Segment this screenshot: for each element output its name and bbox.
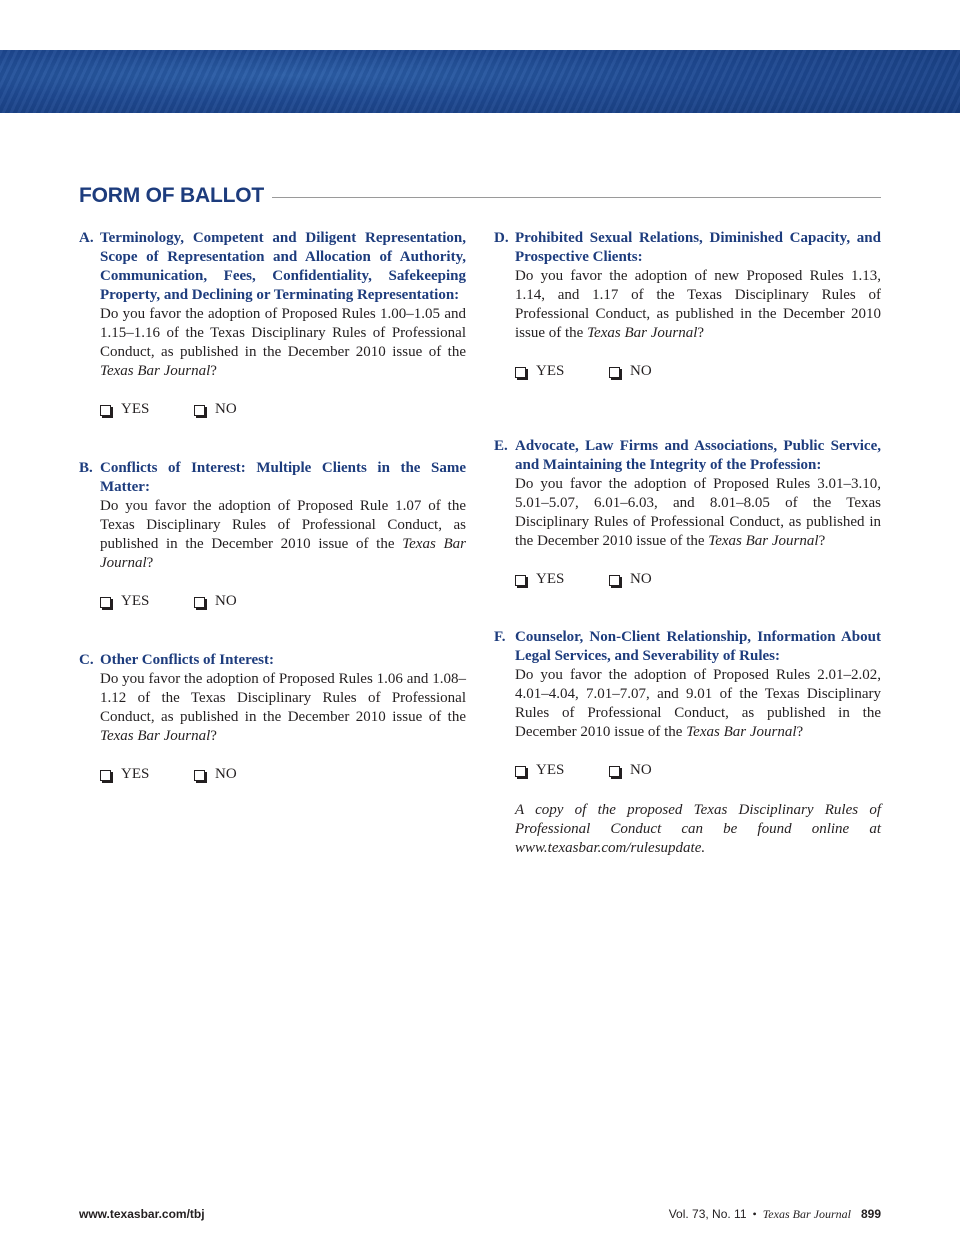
yes-label: YES: [536, 571, 565, 587]
vote-options: [515, 761, 881, 780]
no-label: NO: [215, 766, 237, 782]
vote-options: [100, 400, 466, 419]
item-title: Other Conflicts of Interest:: [100, 652, 274, 668]
item-body: [515, 475, 881, 551]
top-banner: [0, 50, 960, 113]
yes-checkbox[interactable]: [100, 400, 194, 419]
vote-options: [515, 570, 881, 589]
no-checkbox[interactable]: [609, 761, 703, 780]
page-title: FORM OF BALLOT: [79, 184, 265, 207]
yes-checkbox[interactable]: [100, 765, 194, 784]
no-label: NO: [215, 593, 237, 609]
journal-name: Texas Bar Journal: [100, 536, 466, 571]
checkbox-icon[interactable]: [100, 770, 111, 781]
item-letter: D.: [494, 230, 509, 246]
item-body-text: Do you favor the adoption of Proposed Rules 3.01–3.10, 5.01–5.07, 6.01–6.03, and 8.01–8.05 of the Texas Disciplinary Rules of Professional Conduct, as published in the December 2010 issue of the: [515, 476, 881, 549]
item-letter: C.: [79, 652, 94, 668]
item-body: [515, 267, 881, 343]
item-letter: B.: [79, 460, 93, 476]
checkbox-icon[interactable]: [194, 770, 205, 781]
item-body-text: Do you favor the adoption of Proposed Rules 1.00–1.05 and 1.15–1.16 of the Texas Disciplinary Rules of Professional Conduct, as published in the December 2010 issue of the: [100, 306, 466, 360]
ballot-item-e: [494, 437, 881, 589]
page-number: 899: [860, 1207, 881, 1221]
yes-label: YES: [121, 401, 150, 417]
vote-options: [515, 362, 881, 381]
item-body-text: Do you favor the adoption of Proposed Rules 2.01–2.02, 4.01–4.04, 7.01–7.07, and 9.01 of the Texas Disciplinary Rules of Professional Conduct, as published in the December 2010 issue of the: [515, 667, 881, 740]
ballot-item-f: [494, 628, 881, 780]
item-body-end: ?: [818, 533, 826, 549]
footer-volume: Vol. 73, No. 11: [668, 1207, 747, 1221]
checkbox-icon[interactable]: [100, 597, 111, 608]
no-checkbox[interactable]: [609, 570, 703, 589]
item-title: Conflicts of Interest: Multiple Clients in the Same Matter:: [100, 460, 466, 495]
ballot-item-b: [79, 459, 466, 611]
no-label: NO: [630, 363, 652, 379]
journal-name: Texas Bar Journal: [587, 325, 698, 341]
no-label: NO: [630, 762, 652, 778]
footer-info: [669, 1207, 881, 1222]
no-label: NO: [215, 401, 237, 417]
yes-label: YES: [121, 766, 150, 782]
online-note: A copy of the proposed Texas Disciplinary Rules of Professional Conduct can be found online at www.texasbar.com/rulesupdate.: [515, 802, 881, 856]
checkbox-icon[interactable]: [515, 367, 526, 378]
item-body: [100, 670, 466, 746]
footer-journal: Texas Bar Journal: [762, 1207, 851, 1221]
yes-label: YES: [536, 363, 565, 379]
item-body-end: ?: [210, 363, 217, 379]
item-title: Counselor, Non-Client Relationship, Information About Legal Services, and Severability of Rules:: [515, 629, 881, 664]
yes-checkbox[interactable]: [515, 362, 609, 381]
heading-rule: [272, 197, 881, 198]
yes-checkbox[interactable]: [515, 570, 609, 589]
item-letter: E.: [494, 438, 508, 454]
no-checkbox[interactable]: [609, 362, 703, 381]
item-body-text: Do you favor the adoption of Proposed Rule 1.07 of the Texas Disciplinary Rules of Professional Conduct, as published in the December 2010 issue of the: [100, 498, 466, 552]
checkbox-icon[interactable]: [100, 405, 111, 416]
footer-bullet: •: [752, 1207, 757, 1221]
journal-name: Texas Bar Journal: [686, 724, 797, 740]
item-body-end: ?: [210, 728, 217, 744]
left-column: [79, 229, 466, 784]
item-body-end: ?: [796, 724, 804, 740]
yes-label: YES: [536, 762, 565, 778]
ballot-item-d: [494, 229, 881, 381]
footer-url[interactable]: www.texasbar.com/tbj: [79, 1207, 205, 1221]
item-letter: F.: [494, 629, 506, 645]
item-title: Advocate, Law Firms and Associations, Public Service, and Maintaining the Integrity of the Profession:: [515, 438, 881, 473]
item-body: [100, 305, 466, 381]
no-checkbox[interactable]: [194, 592, 288, 611]
vote-options: [100, 592, 466, 611]
no-checkbox[interactable]: [194, 765, 288, 784]
checkbox-icon[interactable]: [194, 405, 205, 416]
item-body-text: Do you favor the adoption of Proposed Rules 1.06 and 1.08–1.12 of the Texas Disciplinary Rules of Professional Conduct, as published in the December 2010 issue of the: [100, 671, 466, 725]
item-body-end: ?: [697, 325, 705, 341]
heading-row: [79, 182, 881, 210]
no-checkbox[interactable]: [194, 400, 288, 419]
journal-name: Texas Bar Journal: [708, 533, 819, 549]
no-label: NO: [630, 571, 652, 587]
page-footer: [79, 1207, 881, 1225]
checkbox-icon[interactable]: [609, 575, 620, 586]
ballot-item-a: [79, 229, 466, 419]
ballot-item-c: [79, 651, 466, 784]
item-letter: A.: [79, 230, 94, 246]
journal-name: Texas Bar Journal: [100, 363, 211, 379]
item-body-text: Do you favor the adoption of new Proposed Rules 1.13, 1.14, and 1.17 of the Texas Disciplinary Rules of Professional Conduct, as published in the December 2010 issue of the: [515, 268, 881, 341]
yes-checkbox[interactable]: [515, 761, 609, 780]
checkbox-icon[interactable]: [609, 766, 620, 777]
item-body: [515, 666, 881, 742]
checkbox-icon[interactable]: [515, 766, 526, 777]
item-body-end: ?: [146, 555, 154, 571]
checkbox-icon[interactable]: [609, 367, 620, 378]
yes-checkbox[interactable]: [100, 592, 194, 611]
vote-options: [100, 765, 466, 784]
item-title: Prohibited Sexual Relations, Diminished Capacity, and Prospective Clients:: [515, 230, 881, 265]
right-column: [494, 229, 881, 858]
item-title: Terminology, Competent and Diligent Representation, Scope of Representation and Allocation of Authority, Communication, Fees, Confidentiality, Safekeeping Property, and Declining or Terminating Representation:: [100, 230, 466, 303]
journal-name: Texas Bar Journal: [100, 728, 211, 744]
item-body: [100, 497, 466, 573]
yes-label: YES: [121, 593, 150, 609]
checkbox-icon[interactable]: [194, 597, 205, 608]
checkbox-icon[interactable]: [515, 575, 526, 586]
